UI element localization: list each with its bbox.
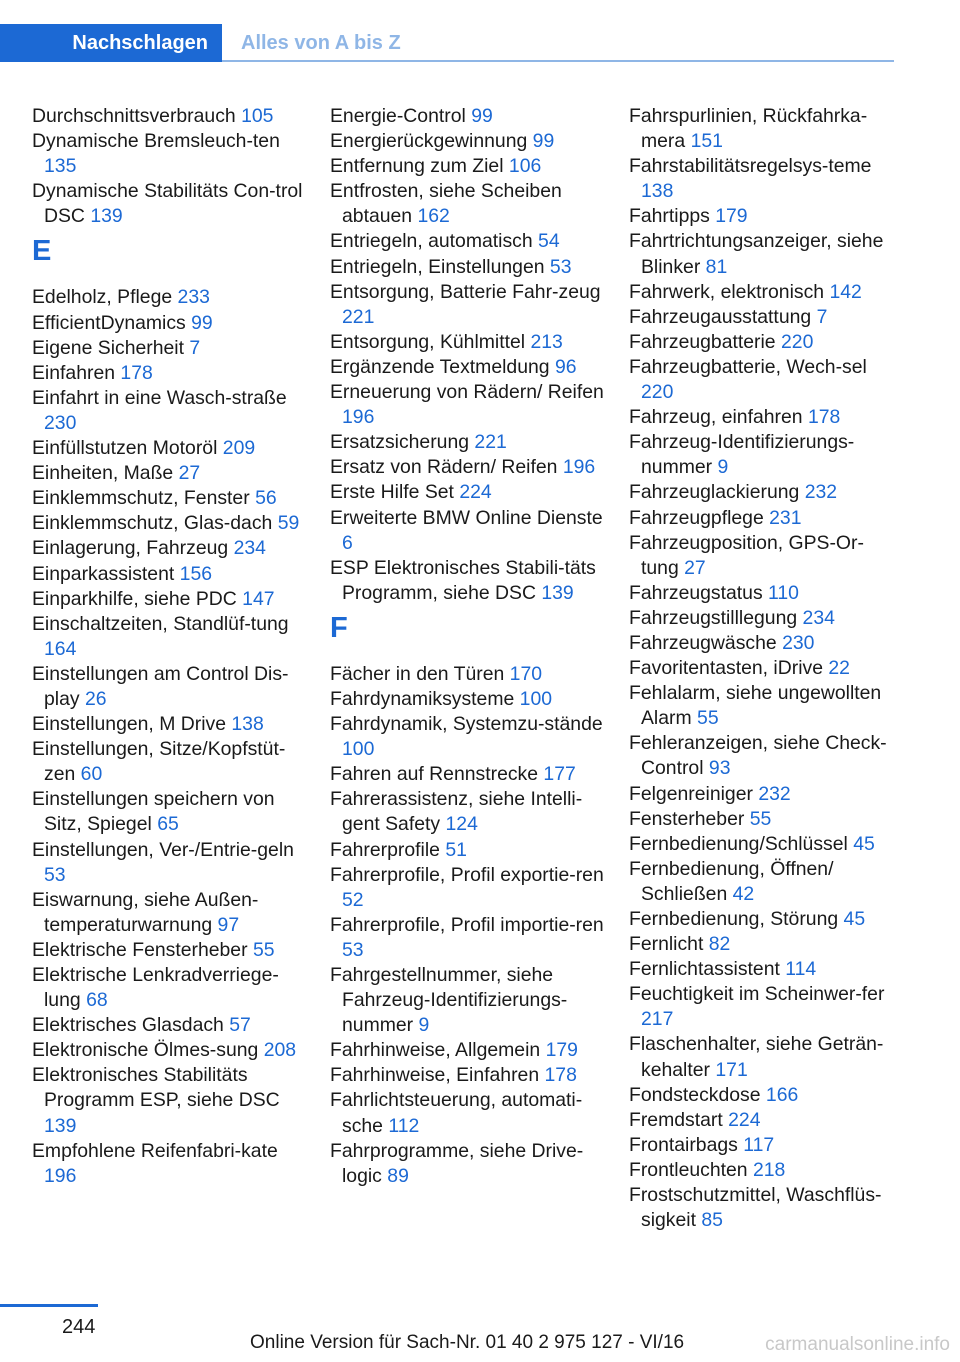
index-entry-page-link[interactable]: 82 xyxy=(708,933,731,956)
index-entry-page-link[interactable]: 60 xyxy=(80,763,103,786)
header-divider xyxy=(222,60,894,62)
index-entry-page-link[interactable]: 93 xyxy=(708,757,731,780)
index-entry-page-link[interactable]: 221 xyxy=(342,305,375,328)
index-entry-page-link[interactable]: 53 xyxy=(44,863,66,886)
index-entry xyxy=(32,938,310,963)
index-entry xyxy=(32,361,310,386)
section-letter: E xyxy=(32,235,52,268)
index-entry xyxy=(32,1013,310,1038)
index-entry xyxy=(330,863,612,913)
index-entry-page-link[interactable]: 230 xyxy=(44,411,77,434)
index-entry xyxy=(32,712,310,737)
index-entry-term: Fondsteckdose xyxy=(629,1083,761,1106)
index-entry-page-link[interactable]: 54 xyxy=(538,230,560,253)
index-entry-page-link[interactable]: 138 xyxy=(641,180,674,203)
index-entry-term: Einheiten, Maße xyxy=(32,462,174,485)
index-entry xyxy=(629,782,899,807)
index-entry xyxy=(629,807,899,832)
index-entry-term: Einfüllstutzen Motoröl xyxy=(32,437,218,460)
index-entry-page-link[interactable]: 178 xyxy=(807,406,841,429)
index-entry-term: Fahrzeugstatus xyxy=(629,581,763,604)
index-entry-term: Fahrhinweise, Allgemein xyxy=(330,1039,541,1062)
index-entry-page-link[interactable]: 55 xyxy=(697,707,719,730)
index-entry-term: Frontairbags xyxy=(629,1133,738,1156)
index-entry-term: Fahrtipps xyxy=(629,205,710,228)
index-entry-page-link[interactable]: 9 xyxy=(717,456,729,479)
index-entry-term: Fensterheber xyxy=(629,807,745,830)
index-entry-term: Favoritentasten, iDrive xyxy=(629,657,823,680)
index-entry-page-link[interactable]: 55 xyxy=(749,807,772,830)
index-entry-page-link[interactable]: 26 xyxy=(84,687,107,710)
index-entry-term: Elektrische Lenkradverriege-lung xyxy=(32,964,279,1012)
index-entry-page-link[interactable]: 53 xyxy=(342,938,364,961)
index-entry-term: Felgenreiniger xyxy=(629,782,753,805)
index-entry xyxy=(629,280,899,305)
index-entry-page-link[interactable]: 52 xyxy=(342,888,364,911)
index-entry-term: Fahrerassistenz, siehe Intelli-gent Safety xyxy=(330,788,583,836)
index-entry-page-link[interactable]: 224 xyxy=(459,481,492,504)
index-entry-page-link[interactable]: 178 xyxy=(544,1064,577,1087)
index-entry-term: Fahrzeugbatterie, Wech-sel xyxy=(629,355,867,378)
index-entry-page-link[interactable]: 232 xyxy=(804,481,838,504)
index-entry-page-link[interactable]: 139 xyxy=(541,581,574,604)
index-entry-term: Entriegeln, Einstellungen xyxy=(330,255,545,278)
index-entry xyxy=(330,506,612,556)
index-entry xyxy=(32,963,310,1013)
index-entry-term: Einfahren xyxy=(32,361,116,384)
index-entry-page-link[interactable]: 45 xyxy=(853,832,875,855)
index-entry-term: Elektronische Ölmes-sung xyxy=(32,1039,259,1062)
index-entry xyxy=(32,888,310,938)
index-entry-term: Frostschutzmittel, Waschflüs-sigkeit xyxy=(629,1184,882,1232)
index-entry xyxy=(32,311,310,336)
index-entry-term: Elektronisches Stabilitäts Programm ESP, siehe DSC xyxy=(32,1064,280,1112)
index-entry xyxy=(32,612,310,662)
index-entry-page-link[interactable]: 7 xyxy=(189,336,201,359)
index-entry xyxy=(330,712,612,762)
index-entry-page-link[interactable]: 65 xyxy=(157,813,179,836)
index-entry-term: Fahrzeugposition, GPS-Or-tung xyxy=(629,531,864,579)
index-entry-term: Fahrzeugwäsche xyxy=(629,631,777,654)
index-entry-page-link[interactable]: 218 xyxy=(752,1158,786,1181)
index-entry-page-link[interactable]: 55 xyxy=(252,938,275,961)
index-entry-term: Empfohlene Reifenfabri-kate xyxy=(32,1139,278,1162)
index-entry-page-link[interactable]: 230 xyxy=(782,631,815,654)
index-entry-page-link[interactable]: 124 xyxy=(445,813,478,836)
index-entry xyxy=(629,355,899,405)
index-entry-term: Entfrosten, siehe Scheiben abtauen xyxy=(330,180,562,228)
index-entry-term: Fahrzeugstilllegung xyxy=(629,606,798,629)
section-letter: F xyxy=(330,611,348,644)
index-entry xyxy=(629,857,899,907)
index-entry-page-link[interactable]: 196 xyxy=(562,456,596,479)
index-entry xyxy=(629,656,899,681)
index-entry xyxy=(32,486,310,511)
index-entry-term: Einstellungen, M Drive xyxy=(32,713,226,736)
header-tabs xyxy=(0,24,894,62)
index-entry xyxy=(629,204,899,229)
index-entry xyxy=(32,436,310,461)
index-entry-term: Edelholz, Pflege xyxy=(32,286,173,309)
index-entry xyxy=(330,556,612,606)
index-entry-page-link[interactable]: 114 xyxy=(785,958,817,981)
index-entry-term: Fahrerprofile xyxy=(330,838,440,861)
index-entry-page-link[interactable]: 53 xyxy=(549,255,572,278)
index-entry-page-link[interactable]: 147 xyxy=(242,587,275,610)
index-entry-term: Fahrzeug, einfahren xyxy=(629,406,803,429)
index-entry-term: Fahrwerk, elektronisch xyxy=(629,280,825,303)
index-entry-term: Fahrhinweise, Einfahren xyxy=(330,1064,540,1087)
index-entry-page-link[interactable]: 171 xyxy=(715,1058,748,1081)
page-number: 244 xyxy=(62,1316,96,1338)
index-column-1 xyxy=(32,104,310,1189)
index-entry xyxy=(330,762,612,787)
index-entry-term: Fahrdynamiksysteme xyxy=(330,687,515,710)
index-entry-page-link[interactable]: 100 xyxy=(342,738,375,761)
index-entry-term: Eiswarnung, siehe Außen-temperaturwarnung xyxy=(32,888,259,936)
index-entry-page-link[interactable]: 196 xyxy=(342,406,375,429)
index-entry xyxy=(330,455,612,480)
index-entry-term: Energierückgewinnung xyxy=(330,130,528,153)
index-entry-page-link[interactable]: 110 xyxy=(768,581,799,604)
index-entry xyxy=(629,1032,899,1082)
index-entry xyxy=(629,1083,899,1108)
index-entry-page-link[interactable]: 59 xyxy=(277,512,300,535)
index-column-3 xyxy=(629,104,899,1233)
index-entry xyxy=(629,480,899,505)
index-entry-term: Frontleuchten xyxy=(629,1158,748,1181)
index-entry-page-link[interactable]: 68 xyxy=(86,989,108,1012)
index-entry xyxy=(32,1139,310,1189)
index-entry-term: Fernlichtassistent xyxy=(629,958,780,981)
index-entry-page-link[interactable]: 81 xyxy=(705,255,728,278)
index-entry-page-link[interactable]: 220 xyxy=(781,330,814,353)
index-entry xyxy=(330,963,612,1038)
index-entry xyxy=(330,154,612,179)
index-entry-term: EfficientDynamics xyxy=(32,311,186,334)
index-entry-page-link[interactable]: 27 xyxy=(684,556,706,579)
index-entry xyxy=(629,430,899,480)
index-entry-page-link[interactable]: 234 xyxy=(802,606,835,629)
index-entry-page-link[interactable]: 97 xyxy=(217,913,240,936)
index-entry xyxy=(330,430,612,455)
index-entry-term: Dynamische Stabilitäts Con-trol DSC xyxy=(32,180,303,228)
index-entry-term: Erweiterte BMW Online Dienste xyxy=(330,506,603,529)
index-entry-page-link[interactable]: 7 xyxy=(816,305,828,328)
index-entry-page-link[interactable]: 196 xyxy=(44,1164,77,1187)
index-entry-term: Feuchtigkeit im Scheinwer-fer xyxy=(629,983,885,1006)
index-entry xyxy=(330,229,612,254)
index-entry xyxy=(629,330,899,355)
index-entry xyxy=(330,280,612,330)
index-entry-term: Fahrprogramme, siehe Drive-logic xyxy=(330,1139,584,1187)
index-entry xyxy=(629,982,899,1032)
index-entry-term: Fahrzeugausstattung xyxy=(629,305,812,328)
index-entry xyxy=(629,606,899,631)
index-entry-term: Fahrerprofile, Profil importie-ren xyxy=(330,913,604,936)
index-entry-term: ESP Elektronisches Stabili-täts Programm, siehe DSC xyxy=(330,556,596,604)
index-entry-term: Fernbedienung, Öffnen/ Schließen xyxy=(629,857,834,905)
index-entry xyxy=(32,662,310,712)
index-entry-term: Einstellungen speichern von Sitz, Spiegel xyxy=(32,788,275,836)
index-entry-term: Einschaltzeiten, Standlüf-tung xyxy=(32,612,289,635)
index-entry-term: Fahren auf Rennstrecke xyxy=(330,763,539,786)
index-entry-page-link[interactable]: 166 xyxy=(765,1083,799,1106)
index-entry-page-link[interactable]: 135 xyxy=(44,155,77,178)
index-entry-term: Einlagerung, Fahrzeug xyxy=(32,537,229,560)
index-entry-term: Fahrtrichtungsanzeiger, siehe Blinker xyxy=(629,230,884,278)
index-entry-page-link[interactable]: 209 xyxy=(222,437,256,460)
index-entry-term: Entfernung zum Ziel xyxy=(330,155,504,178)
index-entry xyxy=(32,336,310,361)
index-entry xyxy=(330,380,612,430)
index-entry-term: Fahrstabilitätsregelsys-teme xyxy=(629,155,872,178)
index-entry-term: Entsorgung, Kühlmittel xyxy=(330,330,526,353)
index-entry xyxy=(330,1139,612,1189)
index-entry-page-link[interactable]: 208 xyxy=(263,1039,297,1062)
index-entry-term: Einklemmschutz, Fenster xyxy=(32,487,250,510)
index-entry-term: Erste Hilfe Set xyxy=(330,481,454,504)
footer-rule xyxy=(0,1304,98,1307)
index-entry-term: Ersatzsicherung xyxy=(330,431,470,454)
index-entry xyxy=(629,305,899,330)
index-entry-page-link[interactable]: 221 xyxy=(474,431,507,454)
index-entry xyxy=(629,154,899,204)
index-entry xyxy=(32,536,310,561)
index-entry-term: Flaschenhalter, siehe Geträn-kehalter xyxy=(629,1033,884,1081)
index-entry-page-link[interactable]: 179 xyxy=(715,205,748,228)
index-entry-page-link[interactable]: 170 xyxy=(509,662,543,685)
index-entry-page-link[interactable]: 213 xyxy=(530,330,563,353)
index-entry-term: Fahrdynamik, Systemzu-stände xyxy=(330,713,603,736)
index-entry xyxy=(629,932,899,957)
index-entry-term: Einparkassistent xyxy=(32,562,175,585)
index-entry-term: Fahrlichtsteuerung, automati-sche xyxy=(330,1089,583,1137)
index-entry xyxy=(629,1183,899,1233)
index-entry xyxy=(330,1038,612,1063)
index-entry-term: Fächer in den Türen xyxy=(330,662,505,685)
index-entry-page-link[interactable]: 45 xyxy=(843,908,866,930)
index-entry-page-link[interactable]: 232 xyxy=(758,782,791,805)
watermark: carmanualsonline.info xyxy=(765,1334,950,1355)
index-entry-page-link[interactable]: 27 xyxy=(178,462,201,485)
index-entry-term: Fahrzeug-Identifizierungs-nummer xyxy=(629,431,855,479)
index-entry-term: Durchschnittsverbrauch xyxy=(32,105,236,127)
index-entry-page-link[interactable]: 9 xyxy=(418,1014,430,1037)
index-entry xyxy=(32,1063,310,1138)
index-entry-term: Eigene Sicherheit xyxy=(32,336,184,359)
index-entry xyxy=(629,631,899,656)
index-entry-term: Entriegeln, automatisch xyxy=(330,230,533,253)
index-entry xyxy=(330,355,612,380)
index-entry-page-link[interactable]: 233 xyxy=(177,286,210,309)
index-entry-term: Einstellungen, Ver-/Entrie-geln xyxy=(32,838,294,861)
index-entry xyxy=(629,1108,899,1133)
index-entry-page-link[interactable]: 220 xyxy=(641,381,674,404)
index-entry-term: Dynamische Bremsleuch-ten xyxy=(32,130,280,153)
index-entry xyxy=(629,405,899,430)
index-entry xyxy=(32,587,310,612)
index-entry-page-link[interactable]: 162 xyxy=(417,205,450,228)
index-entry xyxy=(32,838,310,888)
tab-nachschlagen[interactable]: Nachschlagen xyxy=(0,24,222,62)
index-entry-page-link[interactable]: 217 xyxy=(641,1008,674,1031)
index-entry xyxy=(330,1088,612,1138)
index-entry-page-link[interactable]: 56 xyxy=(255,487,277,510)
index-entry-term: Fernbedienung/Schlüssel xyxy=(629,832,848,855)
index-entry-term: Fahrerprofile, Profil exportie-ren xyxy=(330,863,604,886)
index-entry-term: Einstellungen, Sitze/Kopfstüt-zen xyxy=(32,738,286,786)
index-entry xyxy=(629,832,899,857)
index-entry-term: Fremdstart xyxy=(629,1108,723,1131)
index-entry xyxy=(629,506,899,531)
index-entry-page-link[interactable]: 224 xyxy=(728,1108,761,1131)
index-entry-page-link[interactable]: 142 xyxy=(829,280,862,303)
index-entry xyxy=(330,1063,612,1088)
index-entry-term: Energie-Control xyxy=(330,105,466,127)
index-entry-term: Erneuerung von Rädern/ Reifen xyxy=(330,381,604,404)
index-entry-page-link[interactable]: 100 xyxy=(519,687,553,710)
index-entry-term: Einstellungen am Control Dis-play xyxy=(32,662,289,710)
index-entry xyxy=(629,531,899,581)
index-entry xyxy=(32,129,310,179)
index-entry-term: Fahrzeugpflege xyxy=(629,506,764,529)
index-entry-page-link[interactable]: 96 xyxy=(554,355,577,378)
index-entry-term: Fehlalarm, siehe ungewollten Alarm xyxy=(629,682,882,730)
index-entry xyxy=(629,581,899,606)
index-entry-page-link[interactable]: 51 xyxy=(445,838,467,861)
index-entry-term: Fernlicht xyxy=(629,933,704,956)
index-entry xyxy=(330,104,612,129)
index-entry-page-link[interactable]: 112 xyxy=(388,1114,420,1137)
index-entry xyxy=(330,687,612,712)
index-entry xyxy=(32,104,310,129)
index-entry-term: Elektrische Fensterheber xyxy=(32,938,248,961)
index-entry xyxy=(629,957,899,982)
index-entry xyxy=(32,562,310,587)
index-entry-page-link[interactable]: 6 xyxy=(342,531,353,554)
index-entry-page-link[interactable]: 117 xyxy=(743,1133,775,1156)
index-entry-page-link[interactable]: 139 xyxy=(44,1114,77,1137)
index-entry xyxy=(32,1038,310,1063)
index-entry-page-link[interactable]: 151 xyxy=(690,130,723,153)
index-entry xyxy=(629,1158,899,1183)
index-entry xyxy=(330,480,612,505)
index-entry xyxy=(330,838,612,863)
index-entry xyxy=(330,179,612,229)
index-entry-term: Fahrspurlinien, Rückfahrka-mera xyxy=(629,105,868,153)
index-entry-term: Fehleranzeigen, siehe Check-Control xyxy=(629,732,887,780)
index-column-2 xyxy=(330,104,612,1189)
index-entry xyxy=(32,787,310,837)
index-entry-term: Fahrzeugbatterie xyxy=(629,330,776,353)
index-entry-term: Elektrisches Glasdach xyxy=(32,1014,224,1037)
index-entry-page-link[interactable]: 234 xyxy=(233,537,266,560)
index-entry xyxy=(629,731,899,781)
index-entry-term: Ersatz von Rädern/ Reifen xyxy=(330,456,558,479)
index-entry xyxy=(32,285,310,310)
index-entry-page-link[interactable]: 99 xyxy=(471,105,493,127)
index-entry xyxy=(629,907,899,932)
index-entry-page-link[interactable]: 139 xyxy=(90,205,123,228)
index-entry-term: Einfahrt in eine Wasch-straße xyxy=(32,386,287,409)
index-entry-page-link[interactable]: 231 xyxy=(769,506,802,529)
index-entry xyxy=(629,104,899,154)
index-entry-term: Einparkhilfe, siehe PDC xyxy=(32,587,237,610)
index-entry-page-link[interactable]: 164 xyxy=(44,637,77,660)
index-entry xyxy=(32,511,310,536)
index-entry xyxy=(629,229,899,279)
index-entry-page-link[interactable]: 85 xyxy=(701,1209,723,1232)
index-entry-term: Einklemmschutz, Glas-dach xyxy=(32,512,273,535)
index-entry xyxy=(330,913,612,963)
index-entry xyxy=(330,787,612,837)
index-entry-page-link[interactable]: 89 xyxy=(387,1164,409,1187)
index-entry xyxy=(629,1133,899,1158)
index-entry-term: Ergänzende Textmeldung xyxy=(330,355,550,378)
index-entry-term: Fahrgestellnummer, siehe Fahrzeug-Identifizierungs-nummer xyxy=(330,964,568,1037)
index-entry xyxy=(32,461,310,486)
index-entry-page-link[interactable]: 105 xyxy=(241,105,274,127)
index-entry-page-link[interactable]: 179 xyxy=(545,1039,578,1062)
index-entry-page-link[interactable]: 178 xyxy=(120,361,153,384)
index-entry-page-link[interactable]: 156 xyxy=(179,562,213,585)
index-entry-page-link[interactable]: 99 xyxy=(532,130,555,153)
index-entry-page-link[interactable]: 106 xyxy=(508,155,542,178)
tab-alles-von-a-bis-z[interactable]: Alles von A bis Z xyxy=(241,32,401,54)
index-entry-page-link[interactable]: 22 xyxy=(828,657,850,680)
index-entry-page-link[interactable]: 99 xyxy=(191,311,213,334)
index-entry xyxy=(629,681,899,731)
index-entry xyxy=(32,179,310,229)
index-entry-page-link[interactable]: 42 xyxy=(732,882,755,905)
index-entry xyxy=(330,255,612,280)
index-entry xyxy=(330,662,612,687)
index-entry xyxy=(330,330,612,355)
index-entry-page-link[interactable]: 177 xyxy=(543,763,576,786)
online-version-note: Online Version für Sach-Nr. 01 40 2 975 127 - VI/16 xyxy=(250,1332,685,1353)
index-entry-term: Entsorgung, Batterie Fahr-zeug xyxy=(330,280,601,303)
index-entry-term: Fahrzeuglackierung xyxy=(629,481,800,504)
index-entry xyxy=(32,386,310,436)
index-entry-page-link[interactable]: 57 xyxy=(229,1014,251,1037)
index-entry-page-link[interactable]: 138 xyxy=(231,713,264,736)
index-entry-term: Fernbedienung, Störung xyxy=(629,908,839,930)
index-entry xyxy=(32,737,310,787)
index-entry xyxy=(330,129,612,154)
